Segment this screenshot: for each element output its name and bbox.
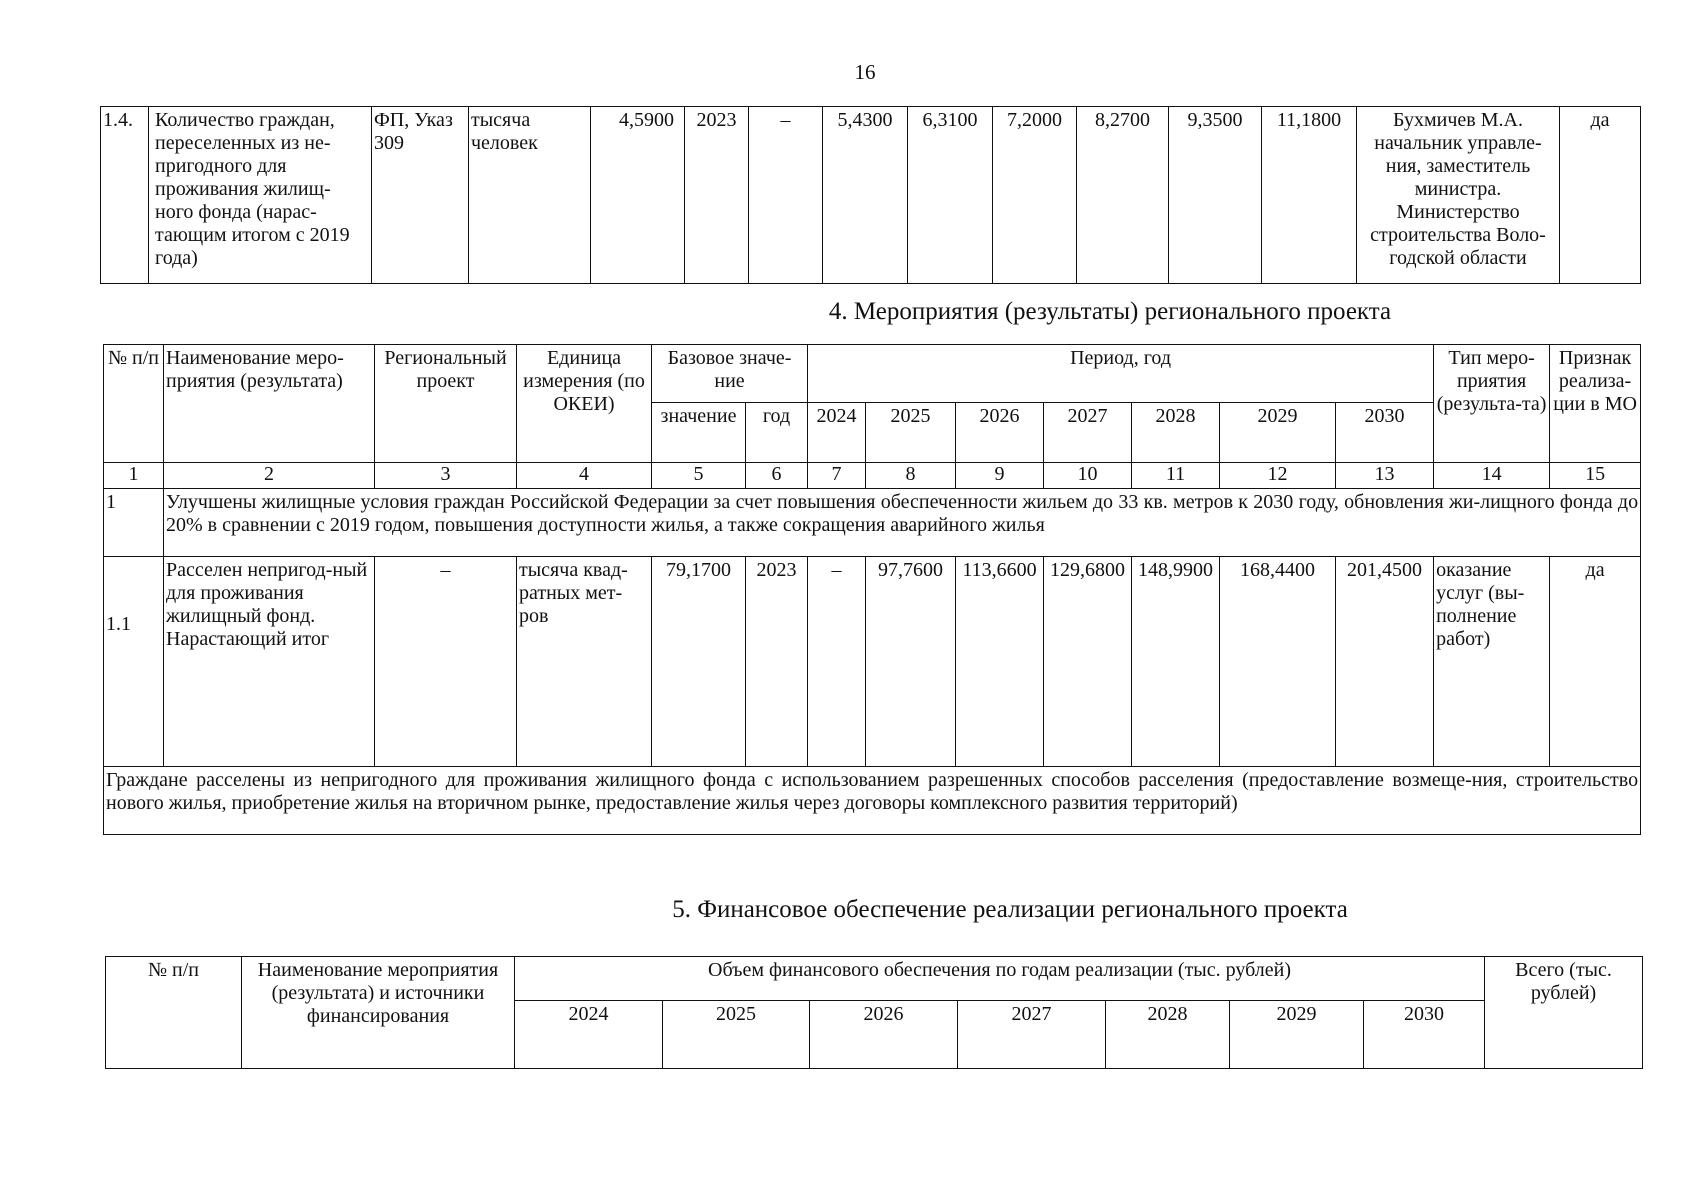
- header-year-2026: 2026: [956, 403, 1044, 463]
- finance-year-2026: 2026: [810, 1001, 958, 1069]
- activity-unit: тысяча квад-ратных мет-ров: [517, 557, 652, 767]
- col-number: 13: [1336, 463, 1434, 489]
- indicator-2024: –: [749, 107, 823, 284]
- col-number: 1: [104, 463, 164, 489]
- header-year-2028: 2028: [1132, 403, 1220, 463]
- indicator-2030: 11,1800: [1262, 107, 1357, 284]
- finance-year-2029: 2029: [1230, 1001, 1364, 1069]
- finance-year-2024: 2024: [515, 1001, 663, 1069]
- col-number: 14: [1434, 463, 1550, 489]
- finance-header-volume: Объем финансового обеспечения по годам реализации (тыс. рублей): [515, 957, 1485, 1001]
- activity-2026: 113,6600: [956, 557, 1044, 767]
- activity-2028: 148,9900: [1132, 557, 1220, 767]
- header-type: Тип меро-приятия (результа-та): [1434, 345, 1550, 463]
- activities-table: [103, 344, 1641, 835]
- col-number: 7: [808, 463, 866, 489]
- finance-year-2027: 2027: [958, 1001, 1106, 1069]
- header-year-2027: 2027: [1044, 403, 1132, 463]
- activity-2029: 168,4400: [1220, 557, 1336, 767]
- activity-base-value: 79,1700: [652, 557, 746, 767]
- activity-base-year: 2023: [746, 557, 808, 767]
- indicator-name: Количество граждан, переселенных из не-пригодного для проживания жилищ-ного фонда (нарас-тающим итогом с 2019 года): [149, 107, 372, 284]
- indicator-2027: 7,2000: [993, 107, 1077, 284]
- finance-header-total: Всего (тыс. рублей): [1485, 957, 1643, 1069]
- header-unit: Единица измерения (по ОКЕИ): [517, 345, 652, 463]
- activity-2025: 97,7600: [866, 557, 956, 767]
- indicator-unit: тысяча человек: [469, 107, 591, 284]
- indicator-base-year: 2023: [685, 107, 749, 284]
- col-number: 4: [517, 463, 652, 489]
- header-num: № п/п: [104, 345, 164, 463]
- col-number: 5: [652, 463, 746, 489]
- activity-note: Граждане расселены из непригодного для проживания жилищного фонда с использованием разрешенных способов расселения (предоставление возмеще-ния, строительство нового жилья, приобретение жилья на вторичном рынке, предоставление жилья через договоры комплексного развития территорий): [104, 767, 1641, 835]
- header-year-2029: 2029: [1220, 403, 1336, 463]
- activity-mo: да: [1550, 557, 1641, 767]
- activity-regional: –: [375, 557, 517, 767]
- indicator-row: [101, 107, 1641, 284]
- note-row: [104, 767, 1641, 835]
- header-period: Период, год: [808, 345, 1434, 403]
- header-year-2025: 2025: [866, 403, 956, 463]
- finance-year-2025: 2025: [663, 1001, 810, 1069]
- indicator-base-value: 4,5900: [591, 107, 685, 284]
- activity-type: оказание услуг (вы-полнение работ): [1434, 557, 1550, 767]
- indicator-2025: 5,4300: [823, 107, 908, 284]
- activity-2030: 201,4500: [1336, 557, 1434, 767]
- finance-year-2030: 2030: [1364, 1001, 1485, 1069]
- indicator-basis: ФП, Указ 309: [372, 107, 469, 284]
- col-number: 9: [956, 463, 1044, 489]
- header-base: Базовое значе-ние: [652, 345, 808, 403]
- section-5-title: 5. Финансовое обеспечение реализации регионального проекта: [672, 896, 1348, 923]
- header-year-2030: 2030: [1336, 403, 1434, 463]
- task-row: [104, 489, 1641, 557]
- header-base-value: значение: [652, 403, 746, 463]
- section-4-title: 4. Мероприятия (результаты) регионального проекта: [828, 298, 1392, 325]
- col-number: 11: [1132, 463, 1220, 489]
- page-number: 16: [854, 60, 876, 84]
- activity-num: 1.1: [104, 557, 164, 767]
- task-num: 1: [104, 489, 164, 557]
- col-number: 10: [1044, 463, 1132, 489]
- header-name: Наименование меро-приятия (результата): [164, 345, 375, 463]
- col-number: 8: [866, 463, 956, 489]
- activity-2024: –: [808, 557, 866, 767]
- indicator-num: 1.4.: [101, 107, 149, 284]
- finance-header-num: № п/п: [106, 957, 242, 1069]
- indicator-2026: 6,3100: [908, 107, 993, 284]
- task-text: Улучшены жилищные условия граждан Российской Федерации за счет повышения обеспеченности жильем до 33 кв. метров к 2030 году, обновления жи-лищного фонда до 20% в сравнении с 2019 годом, повышения доступности жилья, а также сокращения аварийного жилья: [164, 489, 1641, 557]
- col-number: 15: [1550, 463, 1641, 489]
- column-numbers-row: [104, 463, 1641, 489]
- header-year-2024: 2024: [808, 403, 866, 463]
- indicator-responsible: Бухмичев М.А. начальник управле-ния, заместитель министра. Министерство строительства Воло-годской области: [1357, 107, 1560, 284]
- header-base-year: год: [746, 403, 808, 463]
- col-number: 2: [164, 463, 375, 489]
- activity-2027: 129,6800: [1044, 557, 1132, 767]
- header-mo: Признак реализа-ции в МО: [1550, 345, 1641, 463]
- finance-header-name: Наименование мероприятия (результата) и источники финансирования: [242, 957, 515, 1069]
- indicator-flag: да: [1560, 107, 1641, 284]
- indicator-2029: 9,3500: [1169, 107, 1262, 284]
- finance-table: [105, 956, 1643, 1069]
- activity-row: [104, 557, 1641, 767]
- indicator-2028: 8,2700: [1077, 107, 1169, 284]
- finance-header-row-1: [106, 957, 1643, 1001]
- indicator-table: [100, 106, 1641, 284]
- finance-year-2028: 2028: [1106, 1001, 1230, 1069]
- col-number: 3: [375, 463, 517, 489]
- col-number: 12: [1220, 463, 1336, 489]
- col-number: 6: [746, 463, 808, 489]
- header-regional: Региональный проект: [375, 345, 517, 463]
- header-row-1: [104, 345, 1641, 403]
- activity-name: Расселен непригод-ный для проживания жилищный фонд. Нарастающий итог: [164, 557, 375, 767]
